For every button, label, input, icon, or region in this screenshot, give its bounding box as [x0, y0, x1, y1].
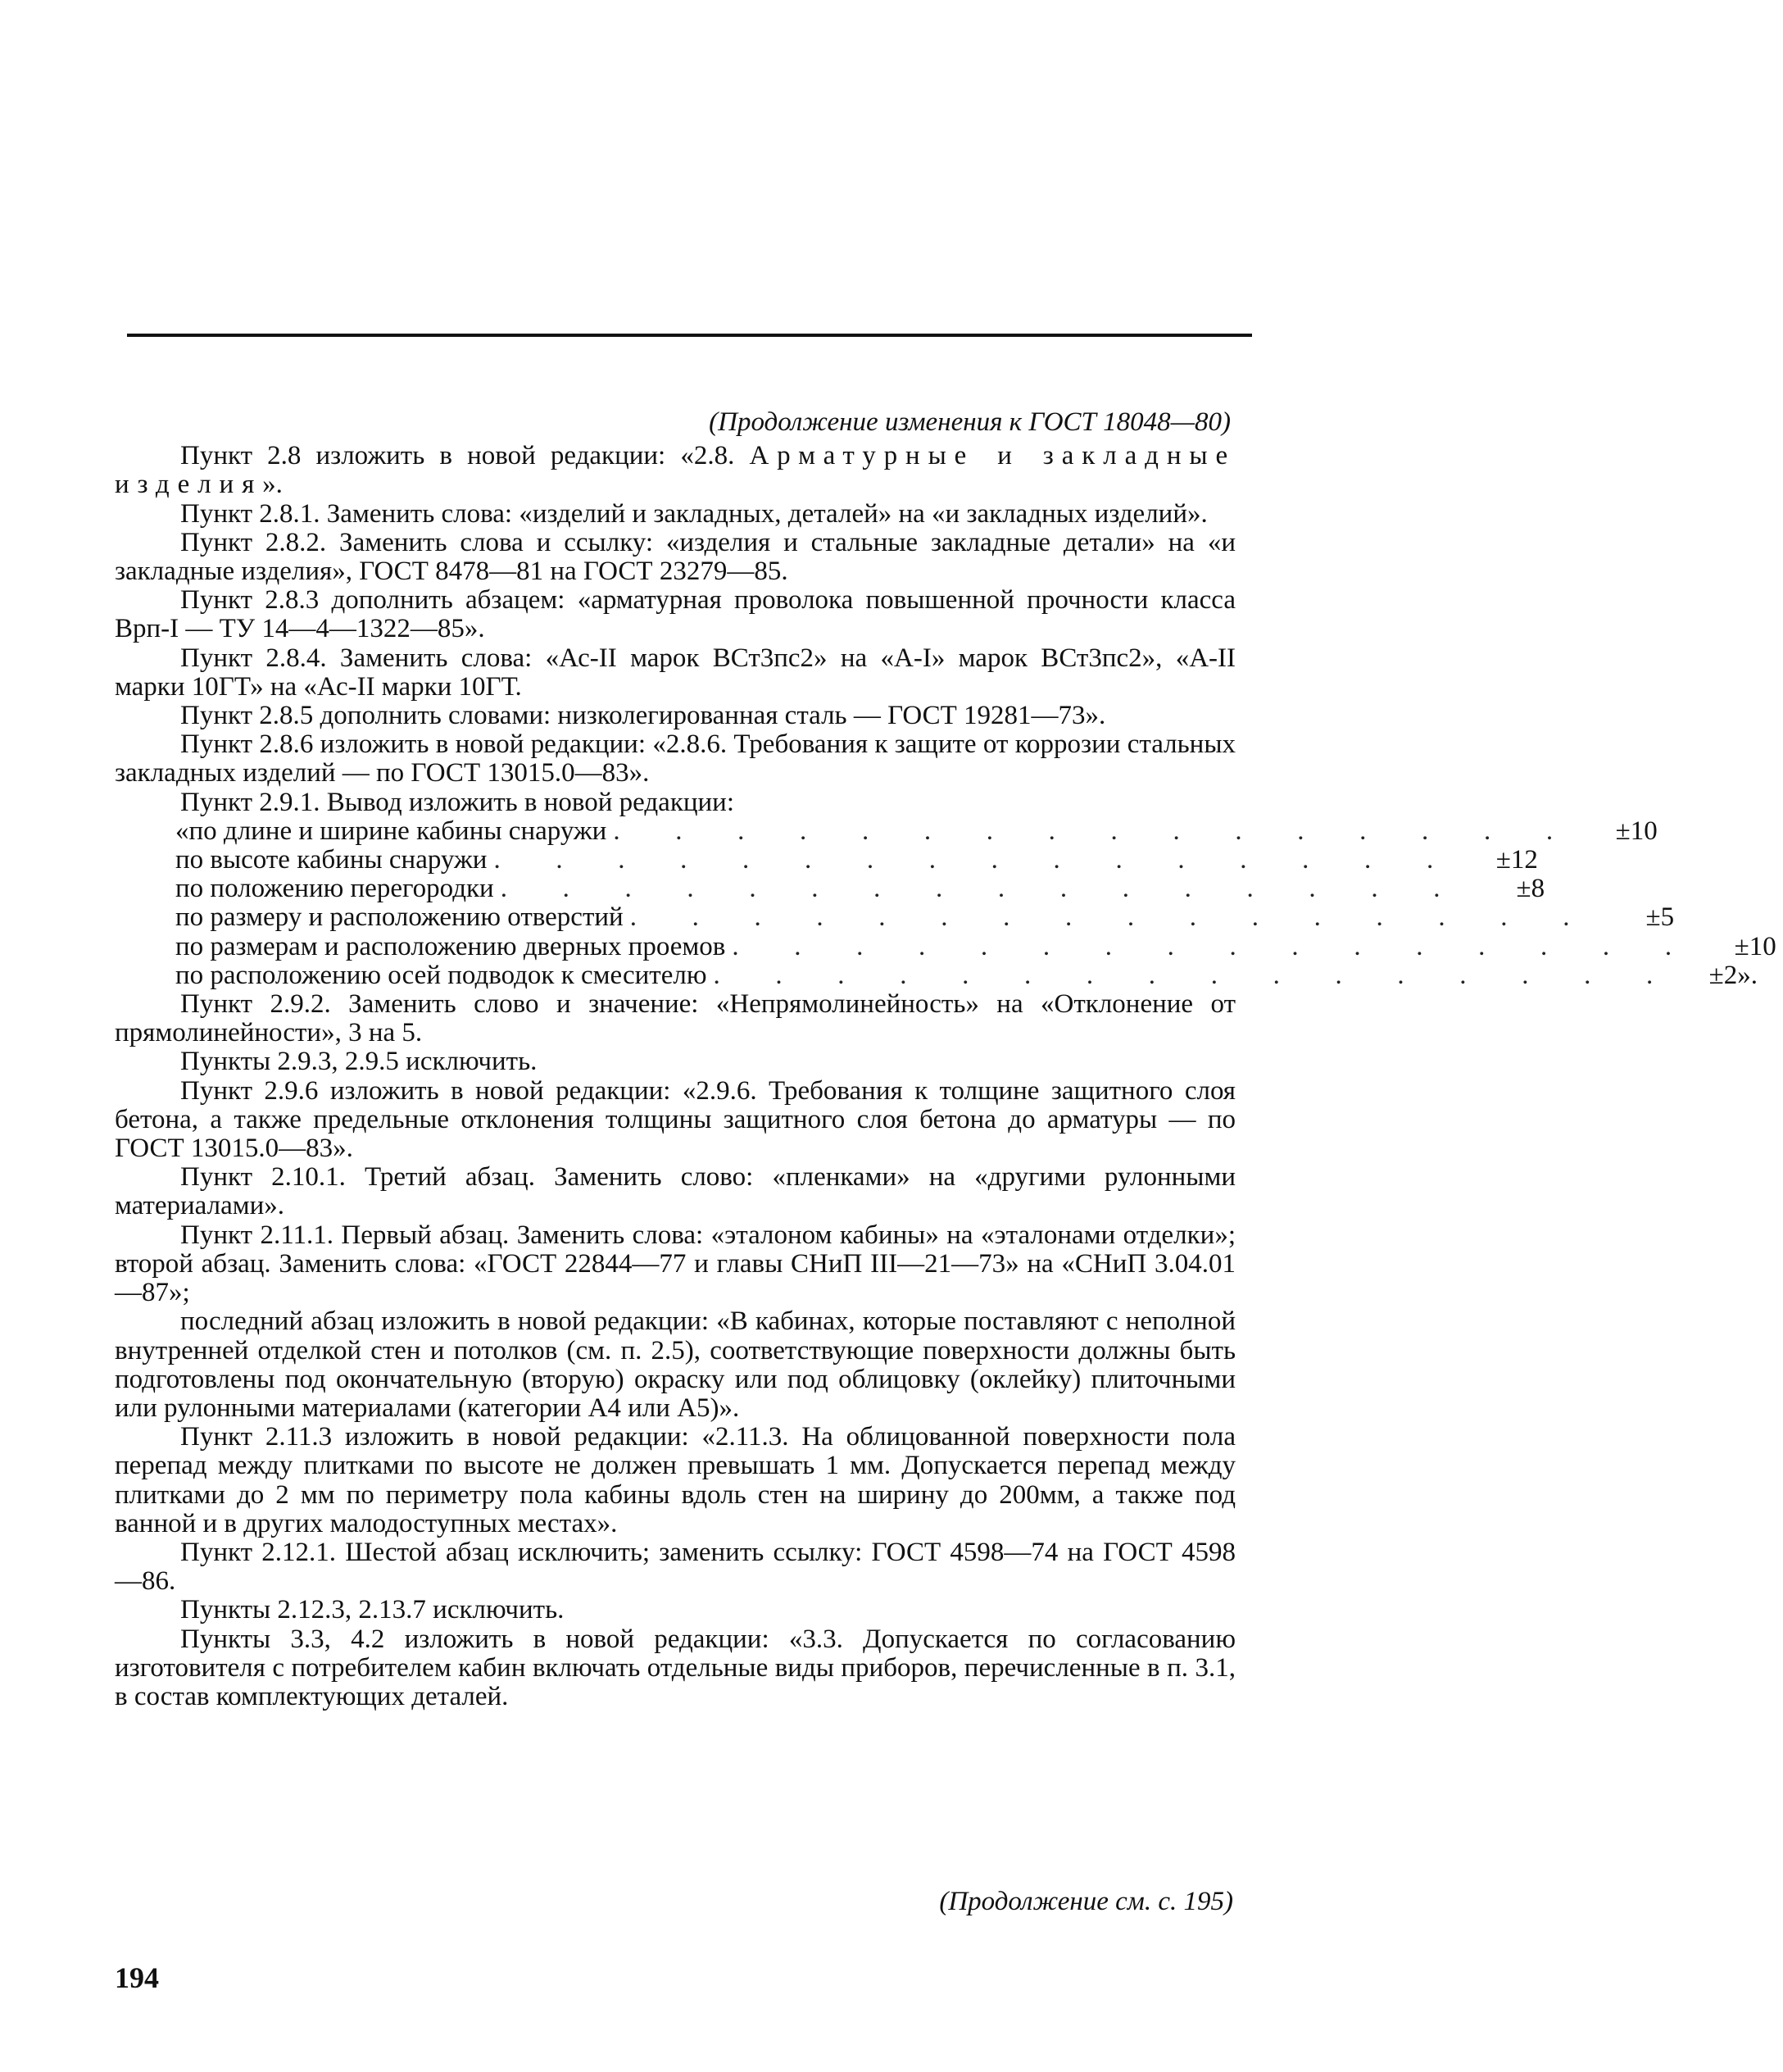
body-text — [115, 407, 1776, 1711]
paragraph: Пункт 2.9.6 изложить в новой редакции: «2.9.6. Требования к толщине защитного слоя бетона, а также предельные отклонения толщины защитного слоя бетона до арматуры — по ГОСТ 13015.0—83». — [115, 1075, 1236, 1164]
tolerance-label: «по длине и ширине кабины снаружи — [175, 816, 607, 846]
paragraph: последний абзац изложить в новой редакции: «В кабинах, которые поставляют с неполной внутренней отделкой стен и потолков (см. п. 2.5), соответствующие поверхности должны быть подготовлены под окончательную (вторую) окраску или под облицовку (оклейку) плиточными или рулонными материалами (категории А4 или А5)». — [115, 1306, 1236, 1423]
leader-dots: . . . . . . . . . . . . . . . . — [713, 960, 1677, 990]
paragraph: Пункт 2.8.4. Заменить слова: «Ас-II марок ВСт3пс2» на «А-I» марок ВСт3пс2», «А-II марки 10ГТ» на «Ас-II марки 10ГТ. — [115, 643, 1236, 702]
paragraph-tail: ». — [262, 470, 283, 500]
paragraph: Пункт 2.8.6 изложить в новой редакции: «2.8.6. Требования к защите от коррозии стальных закладных изделий — по ГОСТ 13015.0—83». — [115, 729, 1236, 788]
tolerance-value: ±10 — [1615, 816, 1658, 846]
tolerance-value: ±8 — [1516, 874, 1545, 904]
header-rule — [127, 334, 1252, 337]
paragraph: Пункт 2.8.5 дополнить словами: низколегированная сталь — ГОСТ 19281—73». — [180, 701, 1106, 731]
tolerance-list — [115, 816, 1776, 990]
tolerance-row — [175, 874, 1545, 904]
paragraph: Пункт 2.9.2. Заменить слово и значение: «Непрямолинейность» на «Отклонение от прямолинейности», 3 на 5. — [115, 989, 1236, 1048]
tolerance-value: ±5 — [1645, 902, 1675, 933]
page-number: 194 — [115, 1961, 159, 1994]
tolerance-row — [175, 960, 1758, 990]
paragraph: Пункт 2.11.3 изложить в новой редакции: «2.11.3. На облицованной поверхности пола перепад между плитками по высоте не должен превышать 1 мм. Допускается перепад между плитками до 2 мм по периметру пола кабины вдоль стен на ширину до 200мм, а также под ванной и в других малодоступных местах». — [115, 1422, 1236, 1538]
tolerance-label: по размеру и расположению отверстий — [175, 902, 624, 933]
paragraph: Пункт 2.8.1. Заменить слова: «изделий и закладных, деталей» на «и закладных изделий». — [180, 498, 1208, 529]
tolerance-row — [175, 902, 1675, 933]
continuation-header: (Продолжение изменения к ГОСТ 18048—80) — [709, 407, 1231, 437]
paragraph-lead: Пункт 2.8 изложить в новой редакции: «2.8. — [180, 441, 750, 471]
paragraph: Пункт 2.8.3 дополнить абзацем: «арматурная проволока повышенной прочности класса Врп-I — ТУ 14—4—1322—85». — [115, 585, 1236, 644]
paragraph: Пункт 2.11.1. Первый абзац. Заменить слова: «эталоном кабины» на «эталонами отделки»; второй абзац. Заменить слова: «ГОСТ 22844—77 и главы СНиП III—21—73» на «СНиП 3.04.01—87»; — [115, 1220, 1236, 1308]
tolerance-row — [175, 931, 1776, 961]
paragraph: Пункт 2.10.1. Третий абзац. Заменить слово: «пленками» на «другими рулонными материалами». — [115, 1162, 1236, 1221]
tolerance-value: ±12 — [1495, 845, 1538, 875]
paragraph: Пункт 2.9.1. Вывод изложить в новой редакции: — [180, 787, 735, 817]
continuation-footer: (Продолжение см. с. 195) — [939, 1887, 1233, 1916]
leader-dots: . . . . . . . . . . . . . . . . — [629, 902, 1595, 933]
tolerance-label: по расположению осей подводок к смесителю — [175, 960, 707, 990]
leader-dots: . . . . . . . . . . . . . . . . — [500, 874, 1465, 904]
paragraph: Пункты 2.9.3, 2.9.5 исключить. — [180, 1047, 538, 1077]
tolerance-value: ±2». — [1708, 960, 1758, 990]
leader-dots: . . . . . . . . . . . . . . . . — [732, 931, 1696, 961]
tolerance-label: по размерам и расположению дверных проемов — [175, 931, 726, 961]
tolerance-row — [175, 845, 1538, 875]
spaced-title: Арматурные и закладные изделия — [115, 441, 1236, 500]
tolerance-value: ±10 — [1734, 931, 1776, 961]
leader-dots: . . . . . . . . . . . . . . . . — [613, 816, 1577, 846]
paragraph: Пункты 3.3, 4.2 изложить в новой редакции: «3.3. Допускается по согласованию изготовителя с потребителем кабин включать отдельные виды приборов, перечисленные в п. 3.1, в состав комплектующих деталей. — [115, 1624, 1236, 1711]
leader-dots: . . . . . . . . . . . . . . . . — [493, 845, 1458, 875]
paragraph: Пункты 2.12.3, 2.13.7 исключить. — [180, 1595, 565, 1625]
paragraph-2-8 — [115, 442, 1236, 499]
paragraph: Пункт 2.12.1. Шестой абзац исключить; заменить ссылку: ГОСТ 4598—74 на ГОСТ 4598—86. — [115, 1537, 1236, 1597]
paragraph: Пункт 2.8.2. Заменить слова и ссылку: «изделия и стальные закладные детали» на «и закладные изделия», ГОСТ 8478—81 на ГОСТ 23279—85. — [115, 527, 1236, 587]
tolerance-row — [175, 816, 1658, 846]
tolerance-label: по высоте кабины снаружи — [175, 845, 488, 875]
tolerance-label: по положению перегородки — [175, 874, 494, 904]
